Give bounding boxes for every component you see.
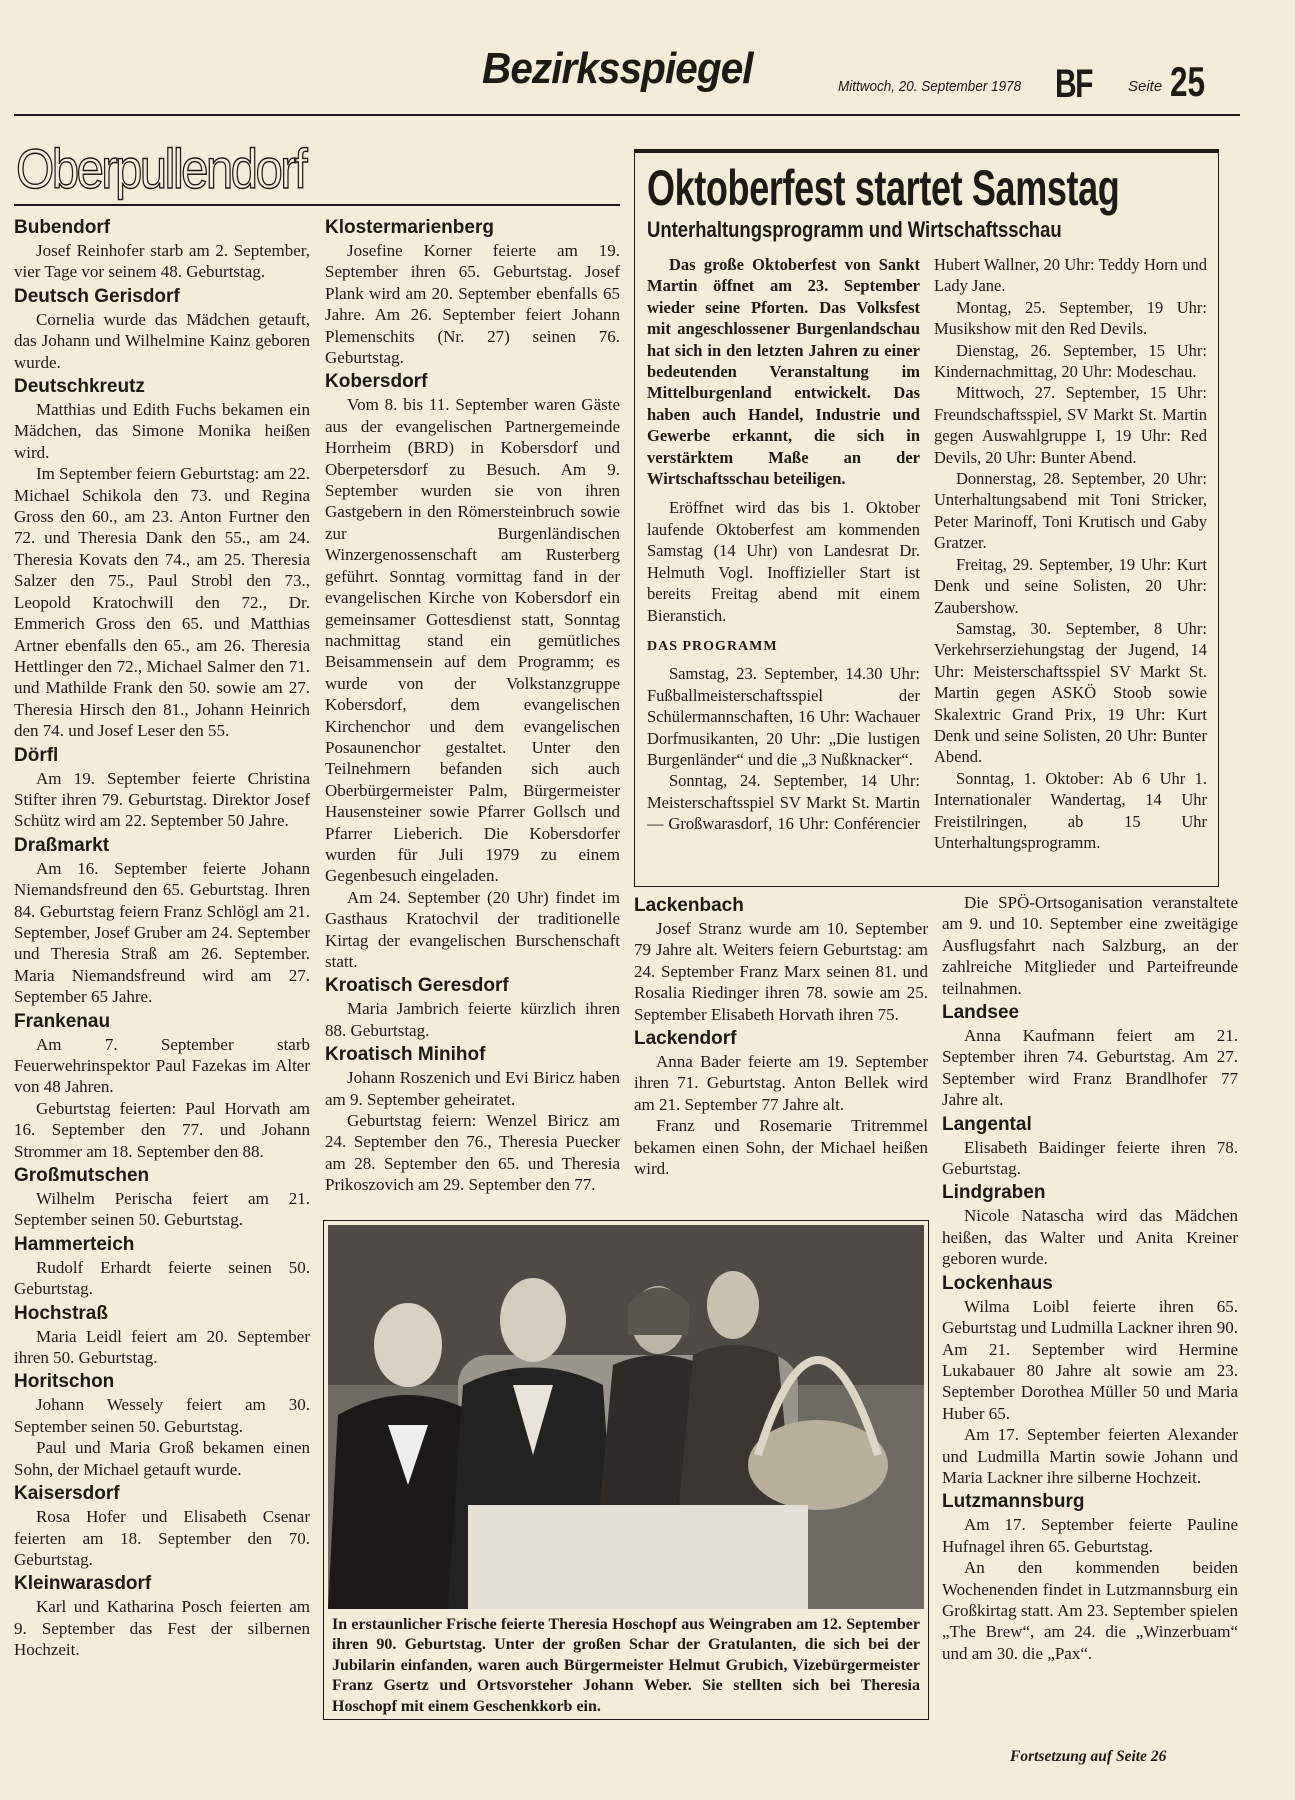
article-heading: Klostermarienberg bbox=[325, 217, 494, 238]
article-heading: Kroatisch Geresdorf bbox=[325, 975, 509, 997]
masthead-date: Mittwoch, 20. September 1978 bbox=[838, 78, 1022, 95]
photo-frame bbox=[323, 1220, 929, 1720]
program-item: Sonntag, 1. Oktober: Ab 6 Uhr 1. Internationaler Wandertag, 14 Uhr Freistilringen, ab 15 Uhr Unterhaltungsprogramm. bbox=[934, 768, 1207, 852]
article-paragraph: Am 17. September feierte Pauline Hufnagel ihren 65. Geburtstag. bbox=[942, 1515, 1238, 1556]
masthead-rule bbox=[14, 114, 1240, 116]
program-item: Montag, 25. September, 19 Uhr: Musikshow mit den Red Devils. bbox=[934, 297, 1207, 339]
article-intro: Eröffnet wird das bis 1. Oktober laufende Oktoberfest am kommenden Samstag (14 Uhr) von Landesrat Dr. Helmuth Vogl. Inoffizieller Start ist bereits Freitag abend mit einem Bieranstich. bbox=[647, 498, 920, 625]
article-headline: Oktoberfest startet Samstag bbox=[647, 160, 1120, 216]
article-paragraph: Rosa Hofer und Elisabeth Csenar feierten am 18. September den 70. Geburtstag. bbox=[14, 1507, 310, 1569]
program-item: Freitag, 29. September, 19 Uhr: Kurt Denk und seine Solisten, 20 Uhr: Zaubershow. bbox=[934, 554, 1207, 617]
article-paragraph: Vom 8. bis 11. September waren Gäste aus der evangelischen Partnergemeinde Horrheim (BRD) in Kobersdorf und Oberpetersdorf zu Besuch. Am 9. September wurden sie von ihren Gastgebern in den Römersteinbruch sowie zur Burgenländischen Winzergenossenschaft am Rusterberg geführt. Sonntag vormittag fand in der evangelischen Kirche von Kobersdorf ein gemeinsamer Gottesdienst statt, Sonntag nachmittag stand ein gemütliches Beisammensein auf dem Programm; es wurde von der Volkstanzgruppe Kobersdorf, dem evangelischen Kirchenchor und dem evangelischen Posaunenchor gestaltet. Unter den Teilnehmern befanden sich auch Oberbürgermeister Palm, Bürgermeister Hausensteiner sowie Pfarrer Gollsch und Pfarrer Lieberich. Die Kobersdorfer wurden für Juli 1979 zu einem Gegenbesuch eingeladen. bbox=[325, 395, 620, 886]
article-paragraph: Geburtstag feiern: Wenzel Biricz am 24. September den 76., Theresia Puecker am 28. September den 65. und Theresia Prikoszovich am 29. September den 77. bbox=[325, 1111, 620, 1195]
article-heading: Lockenhaus bbox=[942, 1272, 1053, 1294]
article-paragraph: Franz und Rosemarie Tritremmel bekamen einen Sohn, der Michael heißen wird. bbox=[634, 1116, 928, 1179]
photo-illustration bbox=[328, 1225, 924, 1609]
article-paragraph: Rudolf Erhardt feierte seinen 50. Geburtstag. bbox=[14, 1257, 310, 1299]
article-paragraph: An den kommenden beiden Wochenenden findet in Lutzmannsburg ein Großkirtag statt. Am 23. September spielen „The Brew“, am 24. die „Winzerbuam“ und am 30. die „Pax“. bbox=[942, 1558, 1238, 1663]
article-paragraph: Geburtstag feierten: Paul Horvath am 16. September den 77. und Johann Strommer am 18. September den 88. bbox=[14, 1098, 310, 1161]
article-paragraph: Johann Roszenich und Evi Biricz haben am 9. September geheiratet. bbox=[325, 1068, 620, 1109]
article-heading: Deutschkreutz bbox=[14, 376, 145, 398]
article-heading: Langental bbox=[942, 1113, 1032, 1135]
article-paragraph: Im September feiern Geburtstag: am 22. Michael Schikola den 73. und Regina Gross den 60., am 23. Anton Furtner den 72. und Theresia Dank den 55., am 24. Theresia Kovats den 74., am 25. Theresia Salzer den 75., Paul Strobl den 73., Leopold Kratochwill den 72., Dr. Emmerich Gross den 65. und Matthias Artner ebenfalls den 65., am 26. Theresia Hettlinger den 72., Michael Salmer den 71. und Mathilde Frank den 50. sowie am 27. Theresia Hirsch den 81., Johann Heinrich den 74. und Josef Leser den 55. bbox=[14, 464, 310, 741]
column-4 bbox=[942, 892, 1238, 1664]
article-heading: Großmutschen bbox=[14, 1165, 150, 1187]
article-lead: Das große Oktoberfest von Sankt Martin öffnet am 23. September wieder seine Pforten. Das Volksfest mit angeschlossener Burgenlandschau hat sich in den letzten Jahren zu einer bedeutenden Veranstaltung im Mittelburgenland entwickelt. Das haben auch Handel, Industrie und Gewerbe erkannt, die sich in verstärktem Maße an der Wirtschaftsschau beteiligen. bbox=[647, 255, 920, 489]
section-title: Oberpullendorf bbox=[16, 137, 306, 200]
article-paragraph: Maria Leidl feiert am 20. September ihren 50. Geburtstag. bbox=[14, 1326, 310, 1368]
article-heading: Landsee bbox=[942, 1002, 1020, 1024]
program-item: Mittwoch, 27. September, 15 Uhr: Freundschaftsspiel, SV Markt St. Martin gegen Auswahlgruppe I, 19 Uhr: Red Devils, 20 Uhr: Bunter Abend. bbox=[934, 383, 1207, 467]
article-heading: Kobersdorf bbox=[325, 371, 428, 393]
article-paragraph: Matthias und Edith Fuchs bekamen ein Mädchen, das Simone Monika heißen wird. bbox=[14, 400, 310, 462]
article-heading: Frankenau bbox=[14, 1010, 111, 1032]
article-heading: Deutsch Gerisdorf bbox=[14, 285, 180, 307]
page-number: 25 bbox=[1170, 58, 1206, 105]
article-heading: Kroatisch Minihof bbox=[325, 1044, 486, 1066]
article-heading: Hammerteich bbox=[14, 1233, 135, 1255]
article-paragraph: Am 24. September (20 Uhr) findet im Gasthaus Kratochvil der traditionelle Kirtag der evangelischen Burschenschaft statt. bbox=[325, 887, 620, 971]
program-heading: DAS PROGRAMM bbox=[647, 638, 778, 654]
program-item: Dienstag, 26. September, 15 Uhr: Kindernachmittag, 20 Uhr: Modeschau. bbox=[934, 340, 1207, 382]
article-heading: Kaisersdorf bbox=[14, 1483, 120, 1505]
article-heading: Lackendorf bbox=[634, 1028, 737, 1050]
article-paragraph: Paul und Maria Groß bekamen einen Sohn, der Michael getauft wurde. bbox=[14, 1438, 310, 1479]
article-paragraph: Elisabeth Baidinger feierte ihren 78. Geburtstag. bbox=[942, 1137, 1238, 1179]
article-heading: Lackenbach bbox=[634, 895, 744, 916]
article-paragraph: Maria Jambrich feierte kürzlich ihren 88. Geburtstag. bbox=[325, 999, 620, 1040]
article-heading: Horitschon bbox=[14, 1371, 115, 1393]
page-label: Seite bbox=[1128, 78, 1163, 95]
article-paragraph: Am 7. September starb Feuerwehrinspektor Paul Fazekas im Alter von 48 Jahren. bbox=[14, 1034, 310, 1097]
article-paragraph: Wilhelm Perischa feiert am 21. September seinen 50. Geburtstag. bbox=[14, 1189, 310, 1230]
article-paragraph: Josefine Korner feierte am 19. September ihren 65. Geburtstag. Josef Plank wird am 20. September ebenfalls 65 Jahre. Am 26. September feiert Johann Plemenschits (Nr. 27) seinen 76. Geburtstag. bbox=[325, 241, 620, 368]
article-heading: Draßmarkt bbox=[14, 834, 110, 856]
article-subheadline: Unterhaltungsprogramm und Wirtschaftsschau bbox=[647, 217, 1062, 242]
oktoberfest-article-box bbox=[634, 149, 1219, 887]
article-paragraph: Josef Reinhofer starb am 2. September, vier Tage vor seinem 48. Geburtstag. bbox=[14, 241, 310, 282]
program-item: Samstag, 30. September, 8 Uhr: Verkehrserziehungstag der Jugend, 14 Uhr: Meisterschaftsspiel SV Markt St. Martin gegen ASKÖ Stoob sowie Skalextric Grand Prix, 19 Uhr: Kurt Denk und seine Solisten, 20 Uhr: Bunter Abend. bbox=[934, 618, 1207, 767]
spoe-paragraph: Die SPÖ-Ortsoganisation veranstaltete am 9. und 10. September eine zweitägige Ausflugsfahrt nach Salzburg, an der zahlreiche Mitglieder und Parteifreunde teilnahmen. bbox=[942, 893, 1238, 998]
article-paragraph: Am 17. September feierten Alexander und Ludmilla Martin sowie Johann und Maria Lackner ihre silberne Hochzeit. bbox=[942, 1425, 1238, 1487]
article-heading: Dörfl bbox=[14, 744, 59, 766]
article-heading: Lindgraben bbox=[942, 1182, 1046, 1204]
article-paragraph: Karl und Katharina Posch feierten am 9. September das Fest der silbernen Hochzeit. bbox=[14, 1597, 310, 1660]
program-item: Sonntag, 24. September, 14 Uhr: Meisterschaftsspiel SV Markt St. Martin — Großwarasdorf, 16 Uhr: Conférencier Hubert Wallner, 20 Uhr: Teddy Horn und Lady Jane. bbox=[647, 255, 1207, 834]
masthead-section-title: Bezirksspiegel bbox=[482, 44, 753, 93]
article-heading: Kleinwarasdorf bbox=[14, 1573, 152, 1595]
article-heading: Hochstraß bbox=[14, 1302, 108, 1324]
program-item: Samstag, 23. September, 14.30 Uhr: Fußballmeisterschaftsspiel der Schülermannschaften, 16 Uhr: Wachauer Dorfmusikanten, 20 Uhr: „Die lustigen Burgenländer“ und die „3 Nußknacker“. bbox=[647, 664, 920, 769]
article-paragraph: Wilma Loibl feierte ihren 65. Geburtstag und Ludmilla Lackner ihren 90. Am 21. September wird Hermine Lukabauer 80 Jahre alt sowie am 23. September Dorothea Müller 50 und Maria Huber 65. bbox=[942, 1296, 1238, 1423]
newspaper-logo: BF bbox=[1055, 62, 1092, 106]
article-paragraph: Am 16. September feierte Johann Niemandsfreund den 65. Geburtstag. Ihren 84. Geburtstag feiern Franz Schlögl am 21. September, Josef Gruber am 24. September und Theresia Straß am 26. September. Maria Niemandsfreund wird am 27. September 65 Jahre. bbox=[14, 858, 310, 1007]
column-1 bbox=[14, 214, 310, 1661]
article-paragraph: Josef Stranz wurde am 10. September 79 Jahre alt. Weiters feiern Geburtstag: am 24. September Franz Marx seinen 81. und Rosalia Riedinger ihren 78. sowie am 25. September Elisabeth Horvath ihren 75. bbox=[634, 919, 928, 1024]
article-paragraph: Johann Wessely feiert am 30. September seinen 50. Geburtstag. bbox=[14, 1395, 310, 1436]
photo bbox=[328, 1225, 924, 1609]
article-body bbox=[647, 254, 1207, 853]
section-rule bbox=[14, 204, 620, 206]
article-heading: Lutzmannsburg bbox=[942, 1491, 1085, 1513]
article-paragraph: Anna Bader feierte am 19. September ihren 71. Geburtstag. Anton Bellek wird am 21. September 77 Jahre alt. bbox=[634, 1052, 928, 1114]
column-2 bbox=[325, 214, 620, 1196]
photo-caption: In erstaunlicher Frische feierte Theresia Hoschopf aus Weingraben am 12. September ihren 90. Geburtstag. Unter der großen Schar der Gratulanten, die sich bei der Jubilarin einfanden, waren auch Bürgermeister Helmut Grubich, Vizebürgermeister Franz Gsertz und Ortsvorsteher Johann Weber. Sie stellten sich bei Theresia Hoschopf mit einem Geschenkkorb ein. bbox=[332, 1616, 920, 1715]
program-item: Donnerstag, 28. September, 20 Uhr: Unterhaltungsabend mit Toni Stricker, Peter Marinoff, Toni Krutisch und Gaby Gratzer. bbox=[934, 469, 1207, 553]
article-paragraph: Nicole Natascha wird das Mädchen heißen, das Walter und Anita Kreiner geboren wurde. bbox=[942, 1206, 1238, 1269]
column-3 bbox=[634, 892, 928, 1179]
article-paragraph: Am 19. September feierte Christina Stifter ihren 79. Geburtstag. Direktor Josef Schütz wird am 22. September 50 Jahre. bbox=[14, 768, 310, 831]
article-heading: Bubendorf bbox=[14, 217, 111, 238]
article-paragraph: Anna Kaufmann feiert am 21. September ihren 74. Geburtstag. Am 27. September wird Franz Brandlhofer 77 Jahre alt. bbox=[942, 1026, 1238, 1110]
continuation-note: Fortsetzung auf Seite 26 bbox=[1010, 1748, 1167, 1765]
article-paragraph: Cornelia wurde das Mädchen getauft, das Johann und Wilhelmine Kainz geboren wurde. bbox=[14, 309, 310, 372]
